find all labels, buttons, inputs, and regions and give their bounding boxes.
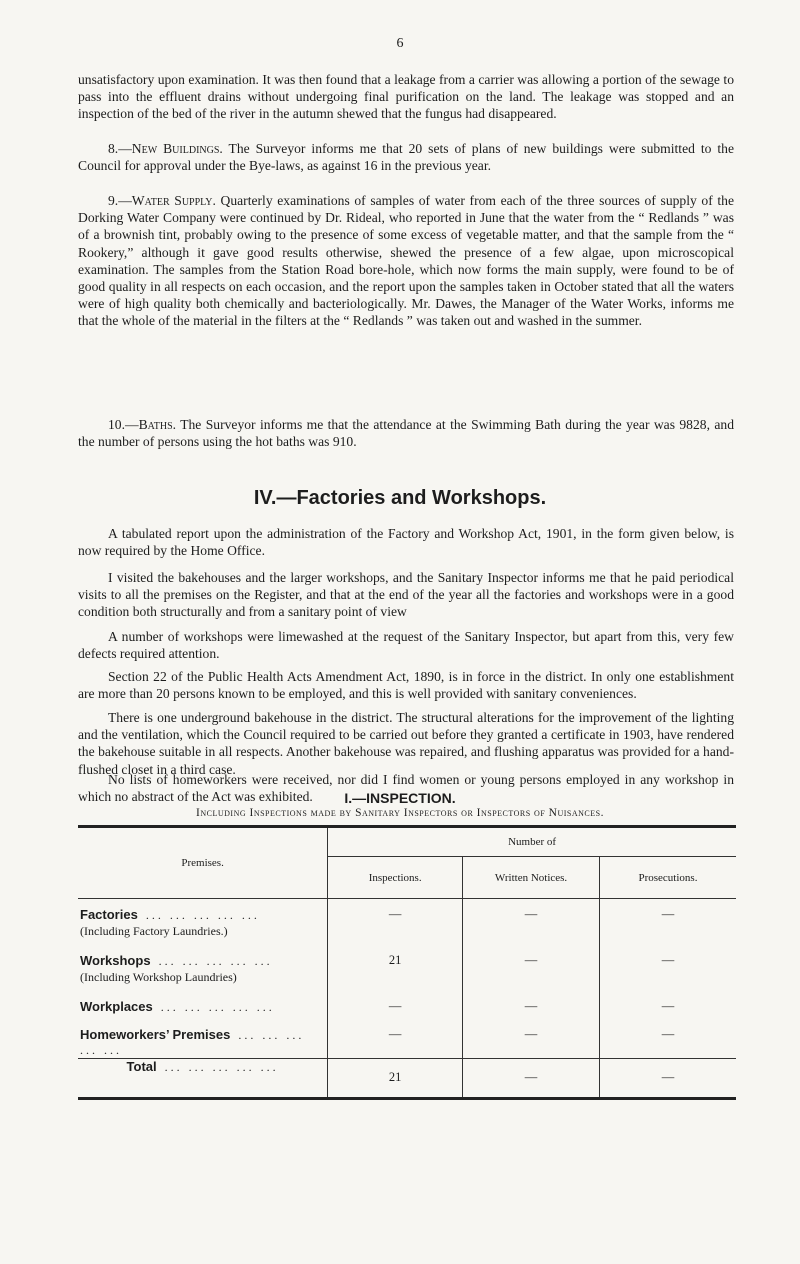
leader-dots: ... ... ... ... ... bbox=[164, 1059, 279, 1074]
paragraph-baths bbox=[78, 416, 734, 450]
header-inspections: Inspections. bbox=[328, 857, 463, 899]
header-written-notices: Written Notices. bbox=[463, 857, 600, 899]
section-heading: IV.—Factories and Workshops. bbox=[253, 487, 547, 509]
table-title: I.—INSPECTION. bbox=[344, 790, 456, 806]
paragraph-text: A tabulated report upon the administration of the Factory and Workshop Act, 1901, in the form given below, is now required by the Home Office. bbox=[78, 526, 734, 559]
header-prosecutions: Prosecutions. bbox=[599, 857, 736, 899]
inspection-table bbox=[78, 825, 736, 1100]
paragraph-visits bbox=[78, 569, 734, 621]
leader-dots: ... ... ... ... ... bbox=[145, 908, 260, 922]
paragraph-text: unsatisfactory upon examination. It was then found that a leakage from a carrier was allowing a portion of the sewage to pass into the effluent drains without undergoing final purification on the land. The leakage was stopped and an inspection of the bed of the river in the autumn shewed that the fungus had disappeared. bbox=[78, 72, 734, 122]
premises-cell bbox=[78, 899, 328, 953]
paragraph-lead: 9.—Water Supply. bbox=[108, 193, 216, 208]
paragraph-limewashed bbox=[78, 628, 734, 662]
table-row bbox=[78, 953, 736, 999]
written-notices-cell: — bbox=[463, 899, 600, 953]
paragraph-text: I visited the bakehouses and the larger workshops, and the Sanitary Inspector informs me that he paid periodical visits to all the premises on the Register, and that at the end of the year all the factories and workshops were in a good condition both structurally and from a sanitary point of view bbox=[78, 570, 734, 620]
inspections-total-cell: 21 bbox=[328, 1058, 463, 1098]
paragraph-lead: 8.—New Buildings. bbox=[108, 141, 223, 156]
leader-dots: ... ... ... ... ... bbox=[160, 999, 275, 1014]
paragraph-text: Section 22 of the Public Health Acts Amendment Act, 1890, is in force in the district. In only one establishment are more than 20 persons known to be employed, and this is well provided with sanitary conveniences. bbox=[78, 669, 734, 702]
inspections-cell: — bbox=[328, 999, 463, 1027]
premises-cell bbox=[78, 999, 328, 1027]
table-row bbox=[78, 999, 736, 1027]
written-notices-cell: — bbox=[463, 953, 600, 999]
prosecutions-total-cell: — bbox=[599, 1058, 736, 1098]
premises-cell bbox=[78, 953, 328, 999]
premises-name: Factories bbox=[80, 907, 138, 922]
prosecutions-cell: — bbox=[661, 1026, 675, 1041]
paragraph-text: The Surveyor informs me that the attendance at the Swimming Bath during the year was 9828, and the number of persons using the hot baths was 910. bbox=[78, 417, 734, 450]
premises-cell bbox=[78, 1027, 328, 1059]
leader-dots: ... ... ... ... ... bbox=[158, 953, 273, 968]
prosecutions-cell: — bbox=[661, 952, 675, 967]
paragraph-bakehouse bbox=[78, 709, 734, 778]
paragraph-water-supply bbox=[78, 192, 734, 330]
inspections-cell: — bbox=[328, 899, 463, 953]
header-premises: Premises. bbox=[78, 827, 328, 899]
total-label: Total bbox=[126, 1058, 157, 1074]
table-row bbox=[78, 1027, 736, 1059]
prosecutions-cell: — bbox=[661, 907, 675, 921]
table-subtitle: Including Inspections made by Sanitary Inspectors or Inspectors of Nuisances. bbox=[196, 807, 604, 819]
table-total-row bbox=[78, 1058, 736, 1098]
premises-name: Homeworkers’ Premises bbox=[80, 1026, 231, 1042]
premises-note: (Including Factory Laundries.) bbox=[80, 924, 228, 938]
table-row bbox=[78, 899, 736, 953]
written-notices-cell: — bbox=[463, 1027, 600, 1059]
page-number: 6 bbox=[396, 36, 404, 51]
premises-name: Workshops bbox=[80, 952, 151, 968]
paragraph-text: No lists of homeworkers were received, nor did I find women or young persons employed in any workshop in which no abstract of the Act was exhibited. bbox=[78, 772, 734, 805]
leader-dots: ... ... ... ... ... bbox=[80, 1027, 305, 1057]
paragraph-text: Quarterly examinations of samples of water from each of the three sources of supply of the Dorking Water Company were continued by Dr. Rideal, who reported in June that the water from the “ Redlands ” was of a brownish tint, probably owing to the presence of some excess of vegetable matter, and that the sample from the “ Rookery,” although it gave good results otherwise, shewed the presence of a few algae, upon microscopical examination. The samples from the Station Road bore-hole, which now forms the main supply, were found to be of good quality in all respects on each occasion, and the report upon the samples taken in October stated that all the waters were of high quality both chemically and bacteriologically. Mr. Dawes, the Manager of the Water Works, informs me that the whole of the material in the filters at the “ Redlands ” was taken out and washed in the summer. bbox=[78, 193, 734, 329]
header-number-of: Number of bbox=[328, 827, 736, 857]
written-notices-cell: — bbox=[463, 999, 600, 1027]
paragraph-section-22 bbox=[78, 668, 734, 702]
paragraph-new-buildings bbox=[78, 140, 734, 174]
paragraph-text: A number of workshops were limewashed at the request of the Sanitary Inspector, but apart from this, very few defects required attention. bbox=[78, 629, 734, 662]
premises-cell bbox=[78, 1058, 328, 1098]
premises-note: (Including Workshop Laundries) bbox=[80, 969, 237, 984]
paragraph-lead: 10.—Baths. bbox=[108, 417, 177, 432]
prosecutions-cell: — bbox=[661, 998, 675, 1013]
inspections-cell: 21 bbox=[328, 953, 463, 999]
inspections-cell: — bbox=[328, 1027, 463, 1059]
premises-name: Workplaces bbox=[80, 998, 153, 1014]
written-notices-total-cell: — bbox=[463, 1058, 600, 1098]
paragraph-text: The Surveyor informs me that 20 sets of plans of new buildings were submitted to the Council for approval under the Bye-laws, as against 16 in the previous year. bbox=[78, 141, 735, 174]
paragraph-tabulated-report bbox=[78, 525, 734, 559]
paragraph-text: There is one underground bakehouse in the district. The structural alterations for the improvement of the lighting and the ventilation, which the Council required to be carried out before they granted a certificate in 1903, have rendered the bakehouse suitable in all respects. Another bakehouse was repaired, and flushing apparatus was provided for a hand-flushed closet in a third case. bbox=[78, 710, 734, 777]
paragraph-sewage-continued bbox=[78, 71, 734, 123]
